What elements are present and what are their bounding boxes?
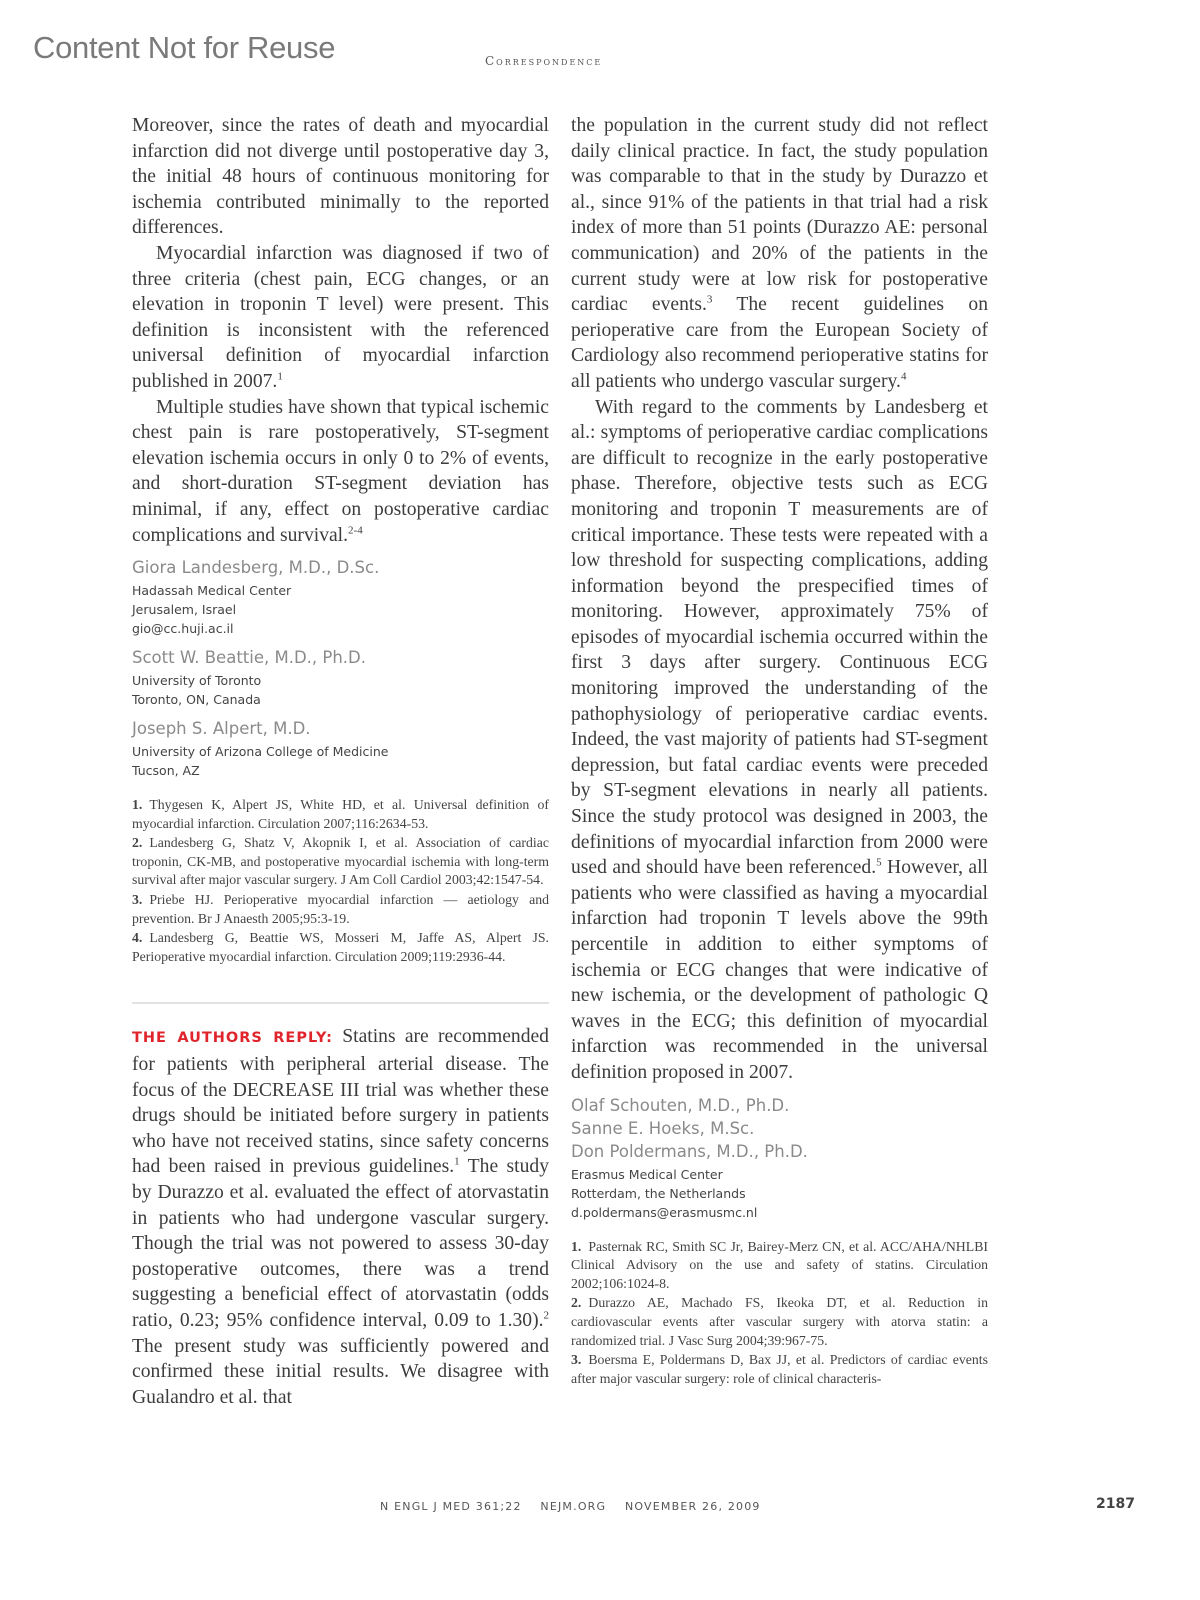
authors-reply-label: THE AUTHORS REPLY: [132, 1030, 333, 1047]
author-affiliation: University of Toronto Toronto, ON, Canada [132, 673, 262, 708]
author-affiliation: Erasmus Medical Center Rotterdam, the Netherlands d.poldermans@erasmusmc.nl [571, 1165, 988, 1222]
author-affiliation: University of Arizona College of Medicine Tucson, AZ [132, 744, 389, 779]
author-email[interactable]: gio@cc.huji.ac.il [132, 621, 234, 637]
page-footer [380, 1500, 775, 1513]
reference-item: 3. Priebe HJ. Perioperative myocardial infarction — aetiology and prevention. Br J Anaesth 2005;95:3-19. [132, 892, 549, 926]
reference-list [132, 796, 549, 966]
section-header: Correspondence [485, 54, 603, 68]
citation-superscript: 5 [876, 856, 882, 869]
citation-superscript: 1 [277, 370, 283, 383]
left-column [132, 113, 549, 1410]
authors-reply-paragraph: THE AUTHORS REPLY: Statins are recommended for patients with peripheral arterial disease. The focus of the DECREASE III trial was whether these drugs should be initiated before surgery in patients who have not received statins, since safety concerns had been raised in previous guidelines.$^1$ The study by Durazzo et al. evaluated the effect of atorvastatin in patients who had undergone vascular surgery. Though the trial was not powered to assess 30-day postoperative outcomes, there was a trend suggesting a beneficial effect of atorvastatin (odds ratio, 0.23; 95% confidence interval, 0.09 to 1.30).$^2$ The present study was sufficiently powered and confirmed these initial results. We disagree with Gualandro et al. that [132, 1026, 549, 1408]
body-paragraph: Moreover, since the rates of death and myocardial infarction did not diverge until postoperative day 3, the initial 48 hours of continuous monitoring for ischemia contributed minimally to the reported differences. [132, 115, 549, 239]
body-paragraph: the population in the current study did not reflect daily clinical practice. In fact, the study population was comparable to that in the study by Durazzo et al., since 91% of the patients in that trial had a risk index of more than 51 points (Durazzo AE: personal communication) and 20% of the patients in the current study were at low risk for postoperative cardiac events.$^3$ The recent guidelines on perioperative care from the European Society of Cardiology also recommend perioperative statins for all patients who undergo vascular surgery.$^4$ [571, 115, 988, 392]
author-name: Don Poldermans, M.D., Ph.D. [571, 1141, 808, 1161]
citation-superscript: 4 [900, 370, 907, 383]
reference-item: 2. Landesberg G, Shatz V, Akopnik I, et al. Association of cardiac troponin, CK-MB, and postoperative myocardial ischemia with long-term survival after major vascular surgery. J Am Coll Cardiol 2003;42:1547-54. [132, 835, 549, 888]
reference-item: 1. Thygesen K, Alpert JS, White HD, et al. Universal definition of myocardial infarction. Circulation 2007;116:2634-53. [132, 797, 549, 831]
right-column [571, 113, 988, 1389]
body-paragraph: With regard to the comments by Landesberg et al.: symptoms of perioperative cardiac complications are difficult to recognize in the early postoperative phase. Therefore, objective tests such as ECG monitoring and troponin T measurements are of critical importance. These tests were repeated with a low threshold for suspecting complications, adding information beyond the prespecified times of monitoring. However, approximately 75% of episodes of myocardial ischemia occurred within the first 3 days after surgery. Continuous ECG monitoring improved the understanding of the pathophysiology of perioperative cardiac events. Indeed, the vast majority of patients had ST-segment depression, but fatal cardiac events were preceded by ST-segment elevations in nearly all patients. Since the study protocol was designed in 2003, the definitions of myocardial infarction from 2000 were used and should have been referenced.$^5$ However, all patients who were classified as having a myocardial infarction had troponin T levels above the 99th percentile in addition to either symptoms of ischemia or ECG changes that were indicative of new ischemia, or the development of pathologic Q waves in the ECG; this definition of myocardial infarction was recommended in the universal definition proposed in 2007. [571, 396, 988, 1083]
citation-superscript: 2 [543, 1309, 549, 1322]
citation-superscript: 2-4 [348, 523, 363, 536]
reference-item: 4. Landesberg G, Beattie WS, Mosseri M, Jaffe AS, Alpert JS. Perioperative myocardial infarction. Circulation 2009;119:2936-44. [132, 930, 549, 964]
page-number: 2187 [1096, 1496, 1135, 1512]
body-paragraph: Multiple studies have shown that typical ischemic chest pain is rare postoperatively, ST-segment elevation ischemia occurs in only 0 to 2% of events, and short-duration ST-segment deviation has minimal, if any, effect on postoperative cardiac complications and survival.$^{2-4}$ [132, 396, 549, 546]
reference-item: 1. Pasternak RC, Smith SC Jr, Bairey-Merz CN, et al. ACC/AHA/NHLBI Clinical Advisory on the use and safety of statins. Circulation 2002;106:1024-8. [571, 1238, 988, 1291]
footer-date: NOVEMBER 26, 2009 [624, 1500, 761, 1513]
watermark: Content Not for Reuse [33, 30, 336, 65]
reference-list [571, 1238, 988, 1389]
citation-superscript: 3 [706, 293, 713, 306]
author-name: Olaf Schouten, M.D., Ph.D. [571, 1095, 790, 1115]
author-affiliation: Hadassah Medical Center Jerusalem, Israel gio@cc.huji.ac.il [132, 581, 549, 638]
footer-site[interactable]: NEJM.ORG [540, 1500, 607, 1513]
footer-journal: N ENGL J MED 361;22 [380, 1500, 522, 1513]
reference-item: 2. Durazzo AE, Machado FS, Ikeoka DT, et al. Reduction in cardiovascular events after vascular surgery with atorva statin: a randomized trial. J Vasc Surg 2004;39:967-75. [571, 1295, 988, 1348]
author-email[interactable]: d.poldermans@erasmusmc.nl [571, 1204, 758, 1220]
reference-item: 3. Boersma E, Poldermans D, Bax JJ, et al. Predictors of cardiac events after major vascular surgery: role of clinical characteris- [571, 1352, 988, 1386]
section-divider [132, 1002, 549, 1004]
author-name: Joseph S. Alpert, M.D. [132, 719, 311, 739]
body-paragraph: Myocardial infarction was diagnosed if two of three criteria (chest pain, ECG changes, or an elevation in troponin T level) were present. This definition is inconsistent with the referenced universal definition of myocardial infarction published in 2007.$^1$ [132, 242, 549, 392]
citation-superscript: 1 [454, 1155, 460, 1168]
author-name: Giora Landesberg, M.D., D.Sc. [132, 558, 380, 578]
author-name: Scott W. Beattie, M.D., Ph.D. [132, 648, 367, 668]
author-name: Sanne E. Hoeks, M.Sc. [571, 1118, 755, 1138]
